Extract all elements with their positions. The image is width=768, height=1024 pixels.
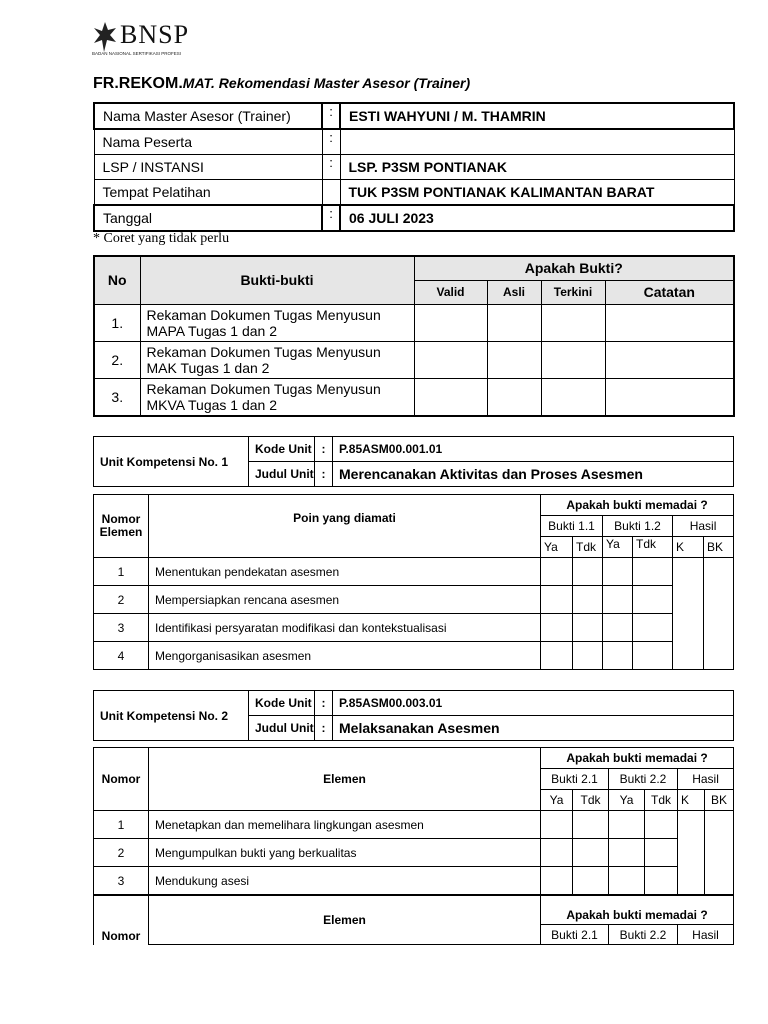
e1-no: 4 xyxy=(94,642,149,670)
evidence-valid-cell[interactable] xyxy=(414,341,487,378)
unit-1-judul-colon: : xyxy=(315,462,333,487)
e2-ya-1-cell[interactable] xyxy=(541,839,573,867)
info-row xyxy=(94,155,734,180)
element-row xyxy=(94,867,734,895)
e1-tdk-1-cell[interactable] xyxy=(573,558,603,586)
e1-col-bukti-1: Bukti 1.1 xyxy=(541,516,603,537)
element-row xyxy=(94,642,734,670)
info-colon: : xyxy=(322,103,340,129)
e2-col-apakah: Apakah bukti memadai ? xyxy=(541,748,734,769)
e2-col-elemen: Elemen xyxy=(149,748,541,811)
elements-1-table xyxy=(93,494,734,670)
e1-tdk-1-cell[interactable] xyxy=(573,614,603,642)
info-colon: : xyxy=(322,205,340,231)
e3-col-nomor: Nomor xyxy=(94,896,149,945)
info-colon xyxy=(322,180,340,206)
e2-bk: BK xyxy=(705,790,734,811)
e1-ya-1-cell[interactable] xyxy=(541,558,573,586)
e2-ya-1: Ya xyxy=(541,790,573,811)
evidence-row xyxy=(94,341,734,378)
info-table xyxy=(93,102,735,232)
e2-tdk-1-cell[interactable] xyxy=(573,811,609,839)
element-row xyxy=(94,558,734,586)
form-code: FR.REKOM. xyxy=(93,75,183,92)
info-value: LSP. P3SM PONTIANAK xyxy=(340,155,734,180)
unit-2-kode-colon: : xyxy=(315,691,333,716)
evidence-terkini-cell[interactable] xyxy=(541,378,605,416)
evidence-no: 1. xyxy=(94,304,140,341)
e1-bk-cell[interactable] xyxy=(704,558,734,670)
evidence-valid-cell[interactable] xyxy=(414,304,487,341)
e1-tdk-2-cell[interactable] xyxy=(633,558,673,586)
e2-tdk-2-cell[interactable] xyxy=(645,811,678,839)
unit-1-table xyxy=(93,436,734,487)
col-valid: Valid xyxy=(414,280,487,304)
unit-1-kode-label: Kode Unit xyxy=(249,437,315,462)
logo-subtitle: BADAN NASIONAL SERTIFIKASI PROFESI xyxy=(92,51,182,56)
e2-no: 3 xyxy=(94,867,149,895)
e1-tdk-2-cell[interactable] xyxy=(633,642,673,670)
col-apakah-bukti: Apakah Bukti? xyxy=(414,256,734,280)
e1-ya-2-cell[interactable] xyxy=(603,558,633,586)
unit-2-table xyxy=(93,690,734,741)
e2-tdk-1-cell[interactable] xyxy=(573,839,609,867)
col-catatan: Catatan xyxy=(605,280,734,304)
e2-ya-2-cell[interactable] xyxy=(609,867,645,895)
col-asli: Asli xyxy=(487,280,541,304)
e1-col-nomor: Nomor Elemen xyxy=(94,495,149,558)
info-colon: : xyxy=(322,155,340,180)
e2-bk-cell[interactable] xyxy=(705,811,734,895)
form-title xyxy=(93,75,470,93)
element-row xyxy=(94,614,734,642)
evidence-no: 3. xyxy=(94,378,140,416)
evidence-table xyxy=(93,255,735,417)
evidence-text: Rekaman Dokumen Tugas Menyusun MAPA Tugas 1 dan 2 xyxy=(140,304,414,341)
e1-k: K xyxy=(673,537,704,558)
info-value xyxy=(340,129,734,155)
e1-text: Identifikasi persyaratan modifikasi dan kontekstualisasi xyxy=(149,614,541,642)
elements-2-table xyxy=(93,747,734,895)
e2-no: 2 xyxy=(94,839,149,867)
evidence-terkini-cell[interactable] xyxy=(541,341,605,378)
note-text: * Coret yang tidak perlu xyxy=(93,231,230,246)
e2-col-hasil: Hasil xyxy=(678,769,734,790)
unit-2-judul-label: Judul Unit xyxy=(249,716,315,741)
e3-col-bukti-2: Bukti 2.2 xyxy=(609,925,678,945)
info-label: Nama Master Asesor (Trainer) xyxy=(94,103,322,129)
e2-no: 1 xyxy=(94,811,149,839)
info-value: ESTI WAHYUNI / M. THAMRIN xyxy=(340,103,734,129)
unit-1-kode-colon: : xyxy=(315,437,333,462)
unit-1-judul: Merencanakan Aktivitas dan Proses Asesmen xyxy=(333,462,734,487)
e1-col-poin: Poin yang diamati xyxy=(149,495,541,558)
unit-1-label: Unit Kompetensi No. 1 xyxy=(94,437,249,487)
element-row xyxy=(94,586,734,614)
e2-ya-2-cell[interactable] xyxy=(609,839,645,867)
form-name: MAT. Rekomendasi Master Asesor (Trainer) xyxy=(182,75,471,91)
e1-bk: BK xyxy=(704,537,734,558)
e2-tdk-2-cell[interactable] xyxy=(645,867,678,895)
unit-1-kode: P.85ASM00.001.01 xyxy=(333,437,734,462)
e1-ya-2-cell[interactable] xyxy=(603,642,633,670)
e3-col-apakah: Apakah bukti memadai ? xyxy=(541,896,734,925)
e2-k-cell[interactable] xyxy=(678,811,705,895)
e1-ya-2-cell[interactable] xyxy=(603,614,633,642)
e1-ya-1-cell[interactable] xyxy=(541,642,573,670)
col-bukti: Bukti-bukti xyxy=(140,256,414,304)
col-terkini: Terkini xyxy=(541,280,605,304)
e1-tdk-2-cell[interactable] xyxy=(633,614,673,642)
unit-2-kode: P.85ASM00.003.01 xyxy=(333,691,734,716)
info-colon: : xyxy=(322,129,340,155)
info-row xyxy=(94,129,734,155)
evidence-terkini-cell[interactable] xyxy=(541,304,605,341)
unit-2-label: Unit Kompetensi No. 2 xyxy=(94,691,249,741)
evidence-asli-cell[interactable] xyxy=(487,304,541,341)
unit-2-judul: Melaksanakan Asesmen xyxy=(333,716,734,741)
e2-tdk-1: Tdk xyxy=(573,790,609,811)
logo-brand: BNSP xyxy=(120,20,190,49)
e3-col-bukti-1: Bukti 2.1 xyxy=(541,925,609,945)
evidence-catatan-cell[interactable] xyxy=(605,341,734,378)
evidence-valid-cell[interactable] xyxy=(414,378,487,416)
evidence-row xyxy=(94,378,734,416)
info-row xyxy=(94,180,734,206)
e2-text: Mendukung asesi xyxy=(149,867,541,895)
e2-tdk-2-cell[interactable] xyxy=(645,839,678,867)
e2-text: Menetapkan dan memelihara lingkungan asesmen xyxy=(149,811,541,839)
e2-ya-1-cell[interactable] xyxy=(541,867,573,895)
info-value: 06 JULI 2023 xyxy=(340,205,734,231)
info-label: Nama Peserta xyxy=(94,129,322,155)
e1-col-apakah: Apakah bukti memadai ? xyxy=(541,495,734,516)
e2-col-bukti-2: Bukti 2.2 xyxy=(609,769,678,790)
e2-col-nomor: Nomor xyxy=(94,748,149,811)
e1-ya-2-cell[interactable] xyxy=(603,586,633,614)
e2-col-bukti-1: Bukti 2.1 xyxy=(541,769,609,790)
e1-ya-1: Ya xyxy=(541,537,573,558)
e1-text: Mempersiapkan rencana asesmen xyxy=(149,586,541,614)
evidence-no: 2. xyxy=(94,341,140,378)
e1-no: 1 xyxy=(94,558,149,586)
evidence-catatan-cell[interactable] xyxy=(605,378,734,416)
info-row xyxy=(94,205,734,231)
e1-tdk-1: Tdk xyxy=(573,537,603,558)
info-label: LSP / INSTANSI xyxy=(94,155,322,180)
element-row xyxy=(94,811,734,839)
e1-ya-1-cell[interactable] xyxy=(541,614,573,642)
bnsp-logo xyxy=(92,20,202,58)
e1-no: 3 xyxy=(94,614,149,642)
unit-2-kode-label: Kode Unit xyxy=(249,691,315,716)
e1-k-cell[interactable] xyxy=(673,558,704,670)
e1-no: 2 xyxy=(94,586,149,614)
e2-ya-1-cell[interactable] xyxy=(541,811,573,839)
e2-ya-2: Ya xyxy=(609,790,645,811)
evidence-text: Rekaman Dokumen Tugas Menyusun MAK Tugas 1 dan 2 xyxy=(140,341,414,378)
e1-text: Menentukan pendekatan asesmen xyxy=(149,558,541,586)
bnsp-emblem-icon xyxy=(92,20,118,54)
e1-ya-2: Ya xyxy=(603,537,633,558)
e2-ya-2-cell[interactable] xyxy=(609,811,645,839)
evidence-catatan-cell[interactable] xyxy=(605,304,734,341)
e1-tdk-1-cell[interactable] xyxy=(573,642,603,670)
e2-k: K xyxy=(678,790,705,811)
e1-ya-1-cell[interactable] xyxy=(541,586,573,614)
unit-1-judul-label: Judul Unit xyxy=(249,462,315,487)
col-no: No xyxy=(94,256,140,304)
info-label: Tempat Pelatihan xyxy=(94,180,322,206)
unit-2-judul-colon: : xyxy=(315,716,333,741)
element-row xyxy=(94,839,734,867)
e2-tdk-1-cell[interactable] xyxy=(573,867,609,895)
info-row xyxy=(94,103,734,129)
e1-tdk-2: Tdk xyxy=(633,537,673,558)
e1-tdk-2-cell[interactable] xyxy=(633,586,673,614)
e3-col-elemen: Elemen xyxy=(149,896,541,945)
e1-tdk-1-cell[interactable] xyxy=(573,586,603,614)
e1-text: Mengorganisasikan asesmen xyxy=(149,642,541,670)
info-value: TUK P3SM PONTIANAK KALIMANTAN BARAT xyxy=(340,180,734,206)
e2-text: Mengumpulkan bukti yang berkualitas xyxy=(149,839,541,867)
e3-col-hasil: Hasil xyxy=(678,925,734,945)
e1-col-hasil: Hasil xyxy=(673,516,734,537)
evidence-asli-cell[interactable] xyxy=(487,341,541,378)
evidence-asli-cell[interactable] xyxy=(487,378,541,416)
evidence-row xyxy=(94,304,734,341)
evidence-text: Rekaman Dokumen Tugas Menyusun MKVA Tugas 1 dan 2 xyxy=(140,378,414,416)
e1-col-bukti-2: Bukti 1.2 xyxy=(603,516,673,537)
e2-tdk-2: Tdk xyxy=(645,790,678,811)
info-label: Tanggal xyxy=(94,205,322,231)
elements-3-table xyxy=(93,895,734,945)
